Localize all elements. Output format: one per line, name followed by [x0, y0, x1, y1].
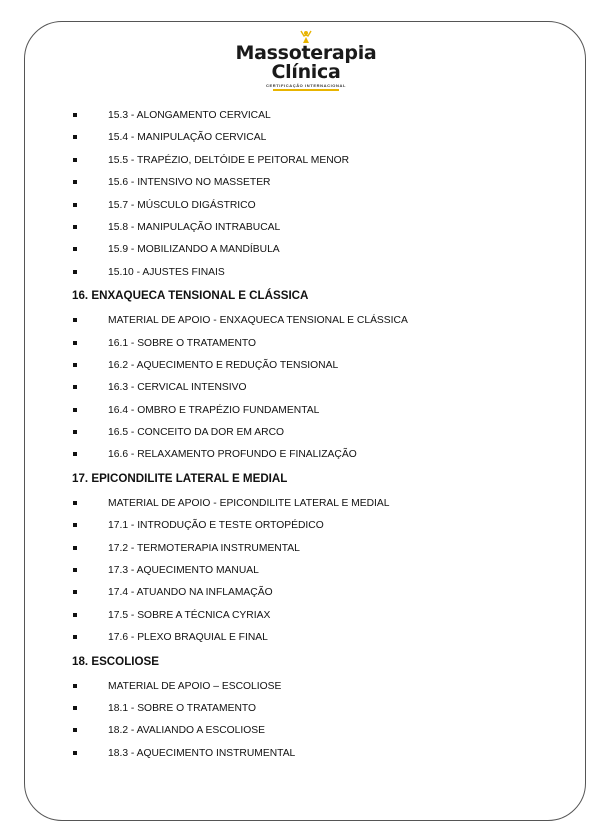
toc-item-text: MATERIAL DE APOIO – ESCOLIOSE	[108, 680, 282, 692]
toc-item	[0, 537, 612, 559]
toc-item	[0, 742, 612, 764]
toc-group-15	[0, 104, 612, 283]
toc-item-text: 17.5 - SOBRE A TÉCNICA CYRIAX	[108, 609, 271, 621]
bullet	[73, 590, 77, 594]
toc-item	[0, 604, 612, 626]
toc-item	[0, 719, 612, 741]
section-heading-text: 17. EPICONDILITE LATERAL E MEDIAL	[72, 471, 288, 485]
toc-item-text: 18.1 - SOBRE O TRATAMENTO	[108, 702, 257, 714]
toc-item-text: 18.2 - AVALIANDO A ESCOLIOSE	[108, 725, 266, 737]
table-of-contents	[0, 104, 612, 764]
bullet	[73, 318, 77, 322]
toc-item	[0, 443, 612, 465]
toc-item	[0, 697, 612, 719]
toc-item-text: 16.3 - CERVICAL INTENSIVO	[108, 382, 247, 394]
section-heading	[0, 466, 612, 492]
toc-item-text: 15.8 - MANIPULAÇÃO INTRABUCAL	[108, 221, 281, 233]
toc-item-text: 16.1 - SOBRE O TRATAMENTO	[108, 337, 257, 349]
toc-item	[0, 581, 612, 603]
bullet	[73, 247, 77, 251]
bullet	[73, 501, 77, 505]
toc-item	[0, 149, 612, 171]
toc-item	[0, 492, 612, 514]
section-heading-text: 18. ESCOLIOSE	[72, 654, 159, 668]
bullet	[73, 684, 77, 688]
toc-item-text: 15.10 - AJUSTES FINAIS	[108, 266, 225, 278]
toc-item	[0, 399, 612, 421]
toc-item	[0, 309, 612, 331]
toc-item-text: 16.4 - OMBRO E TRAPÉZIO FUNDAMENTAL	[108, 404, 320, 416]
toc-item	[0, 421, 612, 443]
toc-item-text: 17.4 - ATUANDO NA INFLAMAÇÃO	[108, 587, 273, 599]
toc-item-text: 16.2 - AQUECIMENTO E REDUÇÃO TENSIONAL	[108, 359, 339, 371]
logo	[0, 30, 612, 91]
toc-item	[0, 104, 612, 126]
toc-item-text: 17.1 - INTRODUÇÃO E TESTE ORTOPÉDICO	[108, 520, 324, 532]
bullet	[73, 363, 77, 367]
toc-section-17	[0, 466, 612, 649]
bullet	[73, 385, 77, 389]
section-heading-text: 16. ENXAQUECA TENSIONAL E CLÁSSICA	[72, 289, 309, 303]
toc-item-text: 16.6 - RELAXAMENTO PROFUNDO E FINALIZAÇÃO	[108, 449, 357, 461]
bullet	[73, 568, 77, 572]
bullet	[73, 270, 77, 274]
bullet	[73, 135, 77, 139]
toc-item	[0, 332, 612, 354]
toc-item	[0, 559, 612, 581]
toc-item-text: 16.5 - CONCEITO DA DOR EM ARCO	[108, 427, 285, 439]
bullet	[73, 635, 77, 639]
bullet	[73, 523, 77, 527]
logo-title-line1: Massoterapia	[235, 42, 377, 64]
toc-item-text: 15.5 - TRAPÉZIO, DELTÓIDE E PEITORAL MENOR	[108, 154, 350, 166]
toc-item-text: MATERIAL DE APOIO - EPICONDILITE LATERAL E MEDIAL	[108, 497, 390, 509]
bullet	[73, 408, 77, 412]
bullet	[73, 113, 77, 117]
section-heading	[0, 283, 612, 309]
toc-item-text: 15.6 - INTENSIVO NO MASSETER	[108, 177, 271, 189]
toc-item-text: 15.9 - MOBILIZANDO A MANDÍBULA	[108, 244, 280, 256]
bullet	[73, 430, 77, 434]
toc-item	[0, 194, 612, 216]
toc-item	[0, 626, 612, 648]
toc-item	[0, 216, 612, 238]
toc-item	[0, 238, 612, 260]
toc-item	[0, 376, 612, 398]
toc-item-text: 15.7 - MÚSCULO DIGÁSTRICO	[108, 199, 256, 211]
bullet	[73, 180, 77, 184]
bullet	[73, 706, 77, 710]
toc-item-text: 15.4 - MANIPULAÇÃO CERVICAL	[108, 132, 267, 144]
bullet	[73, 728, 77, 732]
toc-item-text: 15.3 - ALONGAMENTO CERVICAL	[108, 110, 271, 121]
bullet	[73, 546, 77, 550]
toc-item-text: 18.3 - AQUECIMENTO INSTRUMENTAL	[108, 747, 296, 759]
toc-item	[0, 354, 612, 376]
bullet	[73, 225, 77, 229]
bullet	[73, 158, 77, 162]
bullet	[73, 203, 77, 207]
toc-item-text: 17.3 - AQUECIMENTO MANUAL	[108, 565, 259, 577]
toc-section-16	[0, 283, 612, 466]
bullet	[73, 341, 77, 345]
bullet	[73, 613, 77, 617]
logo-tagline: CERTIFICAÇÃO INTERNACIONAL	[265, 83, 347, 88]
toc-section-18	[0, 649, 612, 765]
toc-item	[0, 171, 612, 193]
bullet	[73, 452, 77, 456]
toc-item	[0, 514, 612, 536]
toc-item-text: MATERIAL DE APOIO - ENXAQUECA TENSIONAL E CLÁSSICA	[108, 315, 408, 327]
toc-item	[0, 126, 612, 148]
toc-item	[0, 675, 612, 697]
logo-underline	[273, 89, 339, 91]
bullet	[73, 751, 77, 755]
logo-title-line2: Clínica	[271, 61, 341, 83]
toc-item-text: 17.2 - TERMOTERAPIA INSTRUMENTAL	[108, 542, 300, 554]
toc-item-text: 17.6 - PLEXO BRAQUIAL E FINAL	[108, 632, 268, 644]
toc-item	[0, 261, 612, 283]
section-heading	[0, 649, 612, 675]
